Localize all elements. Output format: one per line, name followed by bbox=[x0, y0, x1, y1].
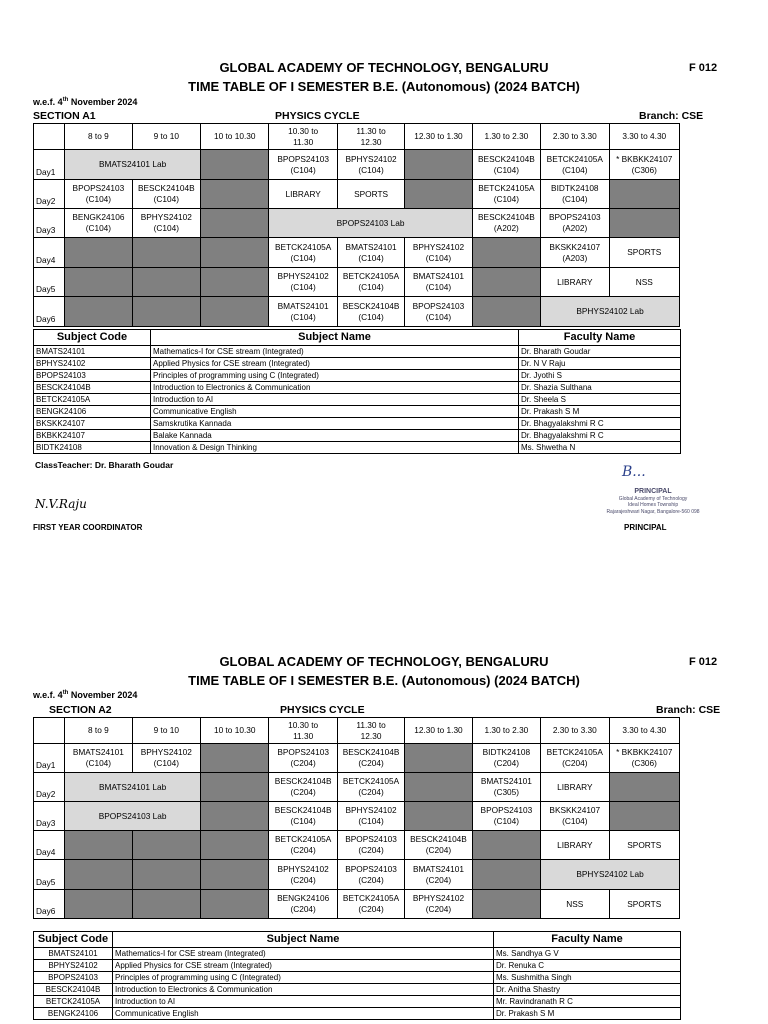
faculty-name: Dr. Bhagyalakshmi R C bbox=[519, 418, 681, 430]
time-header: 10 to 10.30 bbox=[201, 124, 269, 150]
subject-row bbox=[34, 358, 681, 370]
break-cell bbox=[609, 209, 679, 238]
break-cell bbox=[201, 890, 269, 919]
faculty-name: Dr. N V Raju bbox=[519, 358, 681, 370]
subject-name: Principles of programming using C (Integrated) bbox=[151, 370, 519, 382]
break-cell bbox=[132, 297, 200, 327]
day-row bbox=[34, 773, 680, 802]
timetable-title-2: TIME TABLE OF I SEMESTER B.E. (Autonomous) (2024 BATCH) bbox=[188, 673, 580, 688]
break-cell bbox=[201, 744, 269, 773]
subject-name: Balake Kannada bbox=[151, 430, 519, 442]
schedule-cell: BMATS24101 (C305) bbox=[472, 773, 540, 802]
schedule-cell: LIBRARY bbox=[541, 268, 609, 297]
time-header: 12.30 to 1.30 bbox=[405, 718, 472, 744]
schedule-cell: BMATS24101 Lab bbox=[65, 150, 201, 180]
timetable-title: TIME TABLE OF I SEMESTER B.E. (Autonomous) (2024 BATCH) bbox=[188, 79, 580, 94]
time-header: 1.30 to 2.30 bbox=[472, 124, 540, 150]
faculty-name: Dr. Jyothi S bbox=[519, 370, 681, 382]
schedule-cell: LIBRARY bbox=[541, 831, 609, 860]
time-header: 9 to 10 bbox=[132, 718, 200, 744]
coordinator-label: FIRST YEAR COORDINATOR bbox=[33, 523, 143, 532]
subject-code: BESCK24104B bbox=[34, 984, 113, 996]
subject-code: BIDTK24108 bbox=[34, 442, 151, 454]
day-label: Day6 bbox=[34, 890, 65, 919]
time-header: 12.30 to 1.30 bbox=[405, 124, 472, 150]
break-cell bbox=[609, 180, 679, 209]
break-cell bbox=[405, 802, 472, 831]
form-code: F 012 bbox=[689, 62, 718, 74]
subject-row bbox=[34, 382, 681, 394]
day-row bbox=[34, 744, 680, 773]
break-cell bbox=[132, 831, 200, 860]
time-header bbox=[34, 718, 65, 744]
subject-table-2 bbox=[33, 931, 681, 1020]
time-header: 2.30 to 3.30 bbox=[541, 718, 609, 744]
day-label: Day4 bbox=[34, 238, 65, 268]
subject-name: Applied Physics for CSE stream (Integrated) bbox=[113, 960, 494, 972]
break-cell bbox=[472, 238, 540, 268]
subject-row bbox=[34, 406, 681, 418]
subject-column-header: Faculty Name bbox=[494, 932, 681, 948]
schedule-cell: BPOPS24103 (C104) bbox=[472, 802, 540, 831]
schedule-cell: BETCK24105A (C104) bbox=[472, 180, 540, 209]
subject-table bbox=[33, 329, 681, 454]
schedule-cell: BESCK24104B (C104) bbox=[337, 297, 404, 327]
schedule-cell: BPOPS24103 (C104) bbox=[405, 297, 472, 327]
break-cell bbox=[65, 831, 132, 860]
subject-row bbox=[34, 442, 681, 454]
break-cell bbox=[132, 238, 200, 268]
subject-row bbox=[34, 948, 681, 960]
faculty-name: Dr. Anitha Shastry bbox=[494, 984, 681, 996]
schedule-cell: BENGK24106 (C104) bbox=[65, 209, 132, 238]
faculty-name: Dr. Shazia Sulthana bbox=[519, 382, 681, 394]
time-header: 10 to 10.30 bbox=[201, 718, 269, 744]
subject-name: Innovation & Design Thinking bbox=[151, 442, 519, 454]
time-header: 3.30 to 4.30 bbox=[609, 718, 679, 744]
time-header: 1.30 to 2.30 bbox=[472, 718, 540, 744]
schedule-cell: BPHYS24102 (C104) bbox=[132, 209, 200, 238]
subject-header-row bbox=[34, 932, 681, 948]
faculty-name: Dr. Bhagyalakshmi R C bbox=[519, 430, 681, 442]
day-label: Day3 bbox=[34, 802, 65, 831]
schedule-cell: BIDTK24108 (C104) bbox=[541, 180, 609, 209]
day-row bbox=[34, 238, 680, 268]
faculty-name: Dr. Prakash S M bbox=[494, 1008, 681, 1020]
subject-row bbox=[34, 972, 681, 984]
break-cell bbox=[472, 297, 540, 327]
cycle-label-2: PHYSICS CYCLE bbox=[280, 704, 365, 716]
schedule-cell: BESCK24104B (C104) bbox=[269, 802, 337, 831]
time-header bbox=[34, 124, 65, 150]
schedule-cell: BKSKK24107 (A203) bbox=[541, 238, 609, 268]
break-cell bbox=[472, 890, 540, 919]
schedule-cell: BPHYS24102 (C204) bbox=[269, 860, 337, 890]
day-row bbox=[34, 209, 680, 238]
break-cell bbox=[405, 744, 472, 773]
day-row bbox=[34, 890, 680, 919]
subject-row bbox=[34, 370, 681, 382]
schedule-cell: BMATS24101 Lab bbox=[65, 773, 201, 802]
schedule-cell: BENGK24106 (C204) bbox=[269, 890, 337, 919]
break-cell bbox=[201, 860, 269, 890]
break-cell bbox=[201, 802, 269, 831]
time-header: 11.30 to 12.30 bbox=[337, 124, 404, 150]
schedule-cell: BPOPS24103 Lab bbox=[269, 209, 472, 238]
break-cell bbox=[65, 890, 132, 919]
subject-column-header: Subject Code bbox=[34, 330, 151, 346]
break-cell bbox=[132, 890, 200, 919]
day-label: Day5 bbox=[34, 860, 65, 890]
subject-row bbox=[34, 394, 681, 406]
principal-signature: B... bbox=[622, 464, 646, 480]
break-cell bbox=[472, 860, 540, 890]
subject-code: BMATS24101 bbox=[34, 948, 113, 960]
break-cell bbox=[201, 297, 269, 327]
subject-name: Mathematics-I for CSE stream (Integrated) bbox=[151, 346, 519, 358]
subject-name: Principles of programming using C (Integrated) bbox=[113, 972, 494, 984]
section-label-2: SECTION A2 bbox=[49, 704, 112, 716]
subject-column-header: Subject Name bbox=[151, 330, 519, 346]
schedule-cell: BPHYS24102 (C104) bbox=[337, 802, 404, 831]
cycle-label: PHYSICS CYCLE bbox=[275, 110, 360, 122]
schedule-cell: BESCK24104B (C204) bbox=[337, 744, 404, 773]
day-row bbox=[34, 297, 680, 327]
schedule-cell: BESCK24104B (C104) bbox=[132, 180, 200, 209]
subject-code: BENGK24106 bbox=[34, 406, 151, 418]
break-cell bbox=[472, 831, 540, 860]
break-cell bbox=[201, 238, 269, 268]
break-cell bbox=[201, 209, 269, 238]
schedule-cell: BPOPS24103 (C104) bbox=[269, 150, 337, 180]
schedule-cell: BKSKK24107 (C104) bbox=[541, 802, 609, 831]
break-cell bbox=[472, 268, 540, 297]
day-row bbox=[34, 180, 680, 209]
schedule-cell: BPHYS24102 Lab bbox=[541, 297, 680, 327]
schedule-cell: BMATS24101 (C104) bbox=[65, 744, 132, 773]
day-label: Day4 bbox=[34, 831, 65, 860]
subject-header-row bbox=[34, 330, 681, 346]
subject-code: BPHYS24102 bbox=[34, 358, 151, 370]
subject-code: BPOPS24103 bbox=[34, 972, 113, 984]
schedule-cell: SPORTS bbox=[609, 238, 679, 268]
schedule-cell: * BKBKK24107 (C306) bbox=[609, 744, 679, 773]
time-header: 2.30 to 3.30 bbox=[541, 124, 609, 150]
wef-date: w.e.f. 4th November 2024 bbox=[33, 97, 138, 107]
schedule-cell: BESCK24104B (A202) bbox=[472, 209, 540, 238]
subject-name: Introduction to Electronics & Communication bbox=[113, 984, 494, 996]
schedule-cell: BMATS24101 (C104) bbox=[405, 268, 472, 297]
break-cell bbox=[405, 180, 472, 209]
college-title: GLOBAL ACADEMY OF TECHNOLOGY, BENGALURU bbox=[219, 60, 549, 75]
schedule-cell: BPHYS24102 (C204) bbox=[405, 890, 472, 919]
break-cell bbox=[132, 268, 200, 297]
schedule-cell: LIBRARY bbox=[269, 180, 337, 209]
schedule-cell: BETCK24105A (C204) bbox=[337, 773, 404, 802]
subject-column-header: Subject Name bbox=[113, 932, 494, 948]
schedule-cell: BPHYS24102 (C104) bbox=[405, 238, 472, 268]
subject-name: Communicative English bbox=[113, 1008, 494, 1020]
subject-row bbox=[34, 430, 681, 442]
break-cell bbox=[65, 297, 132, 327]
break-cell bbox=[201, 150, 269, 180]
subject-name: Communicative English bbox=[151, 406, 519, 418]
subject-name: Introduction to AI bbox=[113, 996, 494, 1008]
timetable-grid-2 bbox=[33, 717, 680, 919]
schedule-cell: NSS bbox=[609, 268, 679, 297]
branch-label: Branch: CSE bbox=[639, 110, 704, 122]
subject-code: BMATS24101 bbox=[34, 346, 151, 358]
day-label: Day6 bbox=[34, 297, 65, 327]
schedule-cell: SPORTS bbox=[337, 180, 404, 209]
break-cell bbox=[405, 150, 472, 180]
subject-row bbox=[34, 346, 681, 358]
schedule-cell: NSS bbox=[541, 890, 609, 919]
day-label: Day2 bbox=[34, 180, 65, 209]
schedule-cell: * BKBKK24107 (C306) bbox=[609, 150, 679, 180]
subject-name: Applied Physics for CSE stream (Integrated) bbox=[151, 358, 519, 370]
branch-label-2: Branch: CSE bbox=[656, 704, 721, 716]
day-row bbox=[34, 150, 680, 180]
schedule-cell: BMATS24101 (C104) bbox=[337, 238, 404, 268]
faculty-name: Mr. Ravindranath R C bbox=[494, 996, 681, 1008]
schedule-cell: BIDTK24108 (C204) bbox=[472, 744, 540, 773]
subject-code: BPOPS24103 bbox=[34, 370, 151, 382]
subject-column-header: Faculty Name bbox=[519, 330, 681, 346]
faculty-name: Dr. Prakash S M bbox=[519, 406, 681, 418]
header-row bbox=[34, 718, 680, 744]
schedule-cell: BPOPS24103 Lab bbox=[65, 802, 201, 831]
break-cell bbox=[201, 831, 269, 860]
break-cell bbox=[405, 773, 472, 802]
schedule-cell: BPOPS24103 (C204) bbox=[269, 744, 337, 773]
faculty-name: Ms. Sushmitha Singh bbox=[494, 972, 681, 984]
faculty-name: Dr. Sheela S bbox=[519, 394, 681, 406]
faculty-name: Dr. Renuka C bbox=[494, 960, 681, 972]
break-cell bbox=[609, 773, 679, 802]
schedule-cell: BPOPS24103 (A202) bbox=[541, 209, 609, 238]
break-cell bbox=[201, 268, 269, 297]
time-header: 8 to 9 bbox=[65, 124, 132, 150]
schedule-cell: BPHYS24102 (C104) bbox=[269, 268, 337, 297]
schedule-cell: BETCK24105A (C104) bbox=[337, 268, 404, 297]
form-code-2: F 012 bbox=[689, 656, 718, 668]
time-header: 10.30 to 11.30 bbox=[269, 718, 337, 744]
subject-column-header: Subject Code bbox=[34, 932, 113, 948]
day-row bbox=[34, 802, 680, 831]
faculty-name: Ms. Shwetha N bbox=[519, 442, 681, 454]
schedule-cell: BETCK24105A (C204) bbox=[337, 890, 404, 919]
subject-row bbox=[34, 960, 681, 972]
timetable-grid bbox=[33, 123, 680, 327]
coordinator-signature: N.V.Raju bbox=[35, 497, 87, 511]
schedule-cell: BESCK24104B (C104) bbox=[472, 150, 540, 180]
schedule-cell: BMATS24101 (C204) bbox=[405, 860, 472, 890]
schedule-cell: SPORTS bbox=[609, 831, 679, 860]
subject-code: BENGK24106 bbox=[34, 1008, 113, 1020]
subject-name: Introduction to AI bbox=[151, 394, 519, 406]
time-header: 8 to 9 bbox=[65, 718, 132, 744]
subject-name: Samskrutika Kannada bbox=[151, 418, 519, 430]
break-cell bbox=[609, 802, 679, 831]
class-teacher: ClassTeacher: Dr. Bharath Goudar bbox=[35, 460, 174, 470]
break-cell bbox=[132, 860, 200, 890]
principal-stamp: PRINCIPAL Global Academy of Technology Ideal Homes Township Rajarajeshwari Nagar, Bangalore-560 098 bbox=[606, 488, 700, 515]
college-title-2: GLOBAL ACADEMY OF TECHNOLOGY, BENGALURU bbox=[219, 654, 549, 669]
day-label: Day1 bbox=[34, 150, 65, 180]
subject-row bbox=[34, 1008, 681, 1020]
day-label: Day2 bbox=[34, 773, 65, 802]
schedule-cell: BPOPS24103 (C204) bbox=[337, 831, 404, 860]
schedule-cell: BMATS24101 (C104) bbox=[269, 297, 337, 327]
subject-code: BETCK24105A bbox=[34, 996, 113, 1008]
schedule-cell: BPOPS24103 (C204) bbox=[337, 860, 404, 890]
schedule-cell: BETCK24105A (C204) bbox=[269, 831, 337, 860]
subject-code: BETCK24105A bbox=[34, 394, 151, 406]
schedule-cell: BPOPS24103 (C104) bbox=[65, 180, 132, 209]
time-header: 11.30 to 12.30 bbox=[337, 718, 404, 744]
schedule-cell: BETCK24105A (C204) bbox=[541, 744, 609, 773]
faculty-name: Dr. Bharath Goudar bbox=[519, 346, 681, 358]
subject-code: BPHYS24102 bbox=[34, 960, 113, 972]
subject-code: BESCK24104B bbox=[34, 382, 151, 394]
schedule-cell: BETCK24105A (C104) bbox=[269, 238, 337, 268]
schedule-cell: SPORTS bbox=[609, 890, 679, 919]
day-row bbox=[34, 860, 680, 890]
day-label: Day5 bbox=[34, 268, 65, 297]
principal-label: PRINCIPAL bbox=[624, 523, 667, 532]
section-label: SECTION A1 bbox=[33, 110, 96, 122]
break-cell bbox=[65, 238, 132, 268]
subject-row bbox=[34, 996, 681, 1008]
break-cell bbox=[65, 860, 132, 890]
day-label: Day1 bbox=[34, 744, 65, 773]
schedule-cell: BESCK24104B (C204) bbox=[405, 831, 472, 860]
break-cell bbox=[201, 773, 269, 802]
schedule-cell: BESCK24104B (C204) bbox=[269, 773, 337, 802]
day-row bbox=[34, 831, 680, 860]
header-row bbox=[34, 124, 680, 150]
subject-code: BKBKK24107 bbox=[34, 430, 151, 442]
day-row bbox=[34, 268, 680, 297]
wef-date-2: w.e.f. 4th November 2024 bbox=[33, 690, 138, 700]
schedule-cell: LIBRARY bbox=[541, 773, 609, 802]
faculty-name: Ms. Sandhya G V bbox=[494, 948, 681, 960]
schedule-cell: BETCK24105A (C104) bbox=[541, 150, 609, 180]
break-cell bbox=[65, 268, 132, 297]
schedule-cell: BPHYS24102 (C104) bbox=[337, 150, 404, 180]
subject-row bbox=[34, 418, 681, 430]
subject-name: Introduction to Electronics & Communication bbox=[151, 382, 519, 394]
time-header: 3.30 to 4.30 bbox=[609, 124, 679, 150]
day-label: Day3 bbox=[34, 209, 65, 238]
break-cell bbox=[201, 180, 269, 209]
schedule-cell: BPHYS24102 (C104) bbox=[132, 744, 200, 773]
subject-row bbox=[34, 984, 681, 996]
subject-name: Mathematics-I for CSE stream (Integrated) bbox=[113, 948, 494, 960]
schedule-cell: BPHYS24102 Lab bbox=[541, 860, 680, 890]
time-header: 10.30 to 11.30 bbox=[269, 124, 337, 150]
subject-code: BKSKK24107 bbox=[34, 418, 151, 430]
time-header: 9 to 10 bbox=[132, 124, 200, 150]
